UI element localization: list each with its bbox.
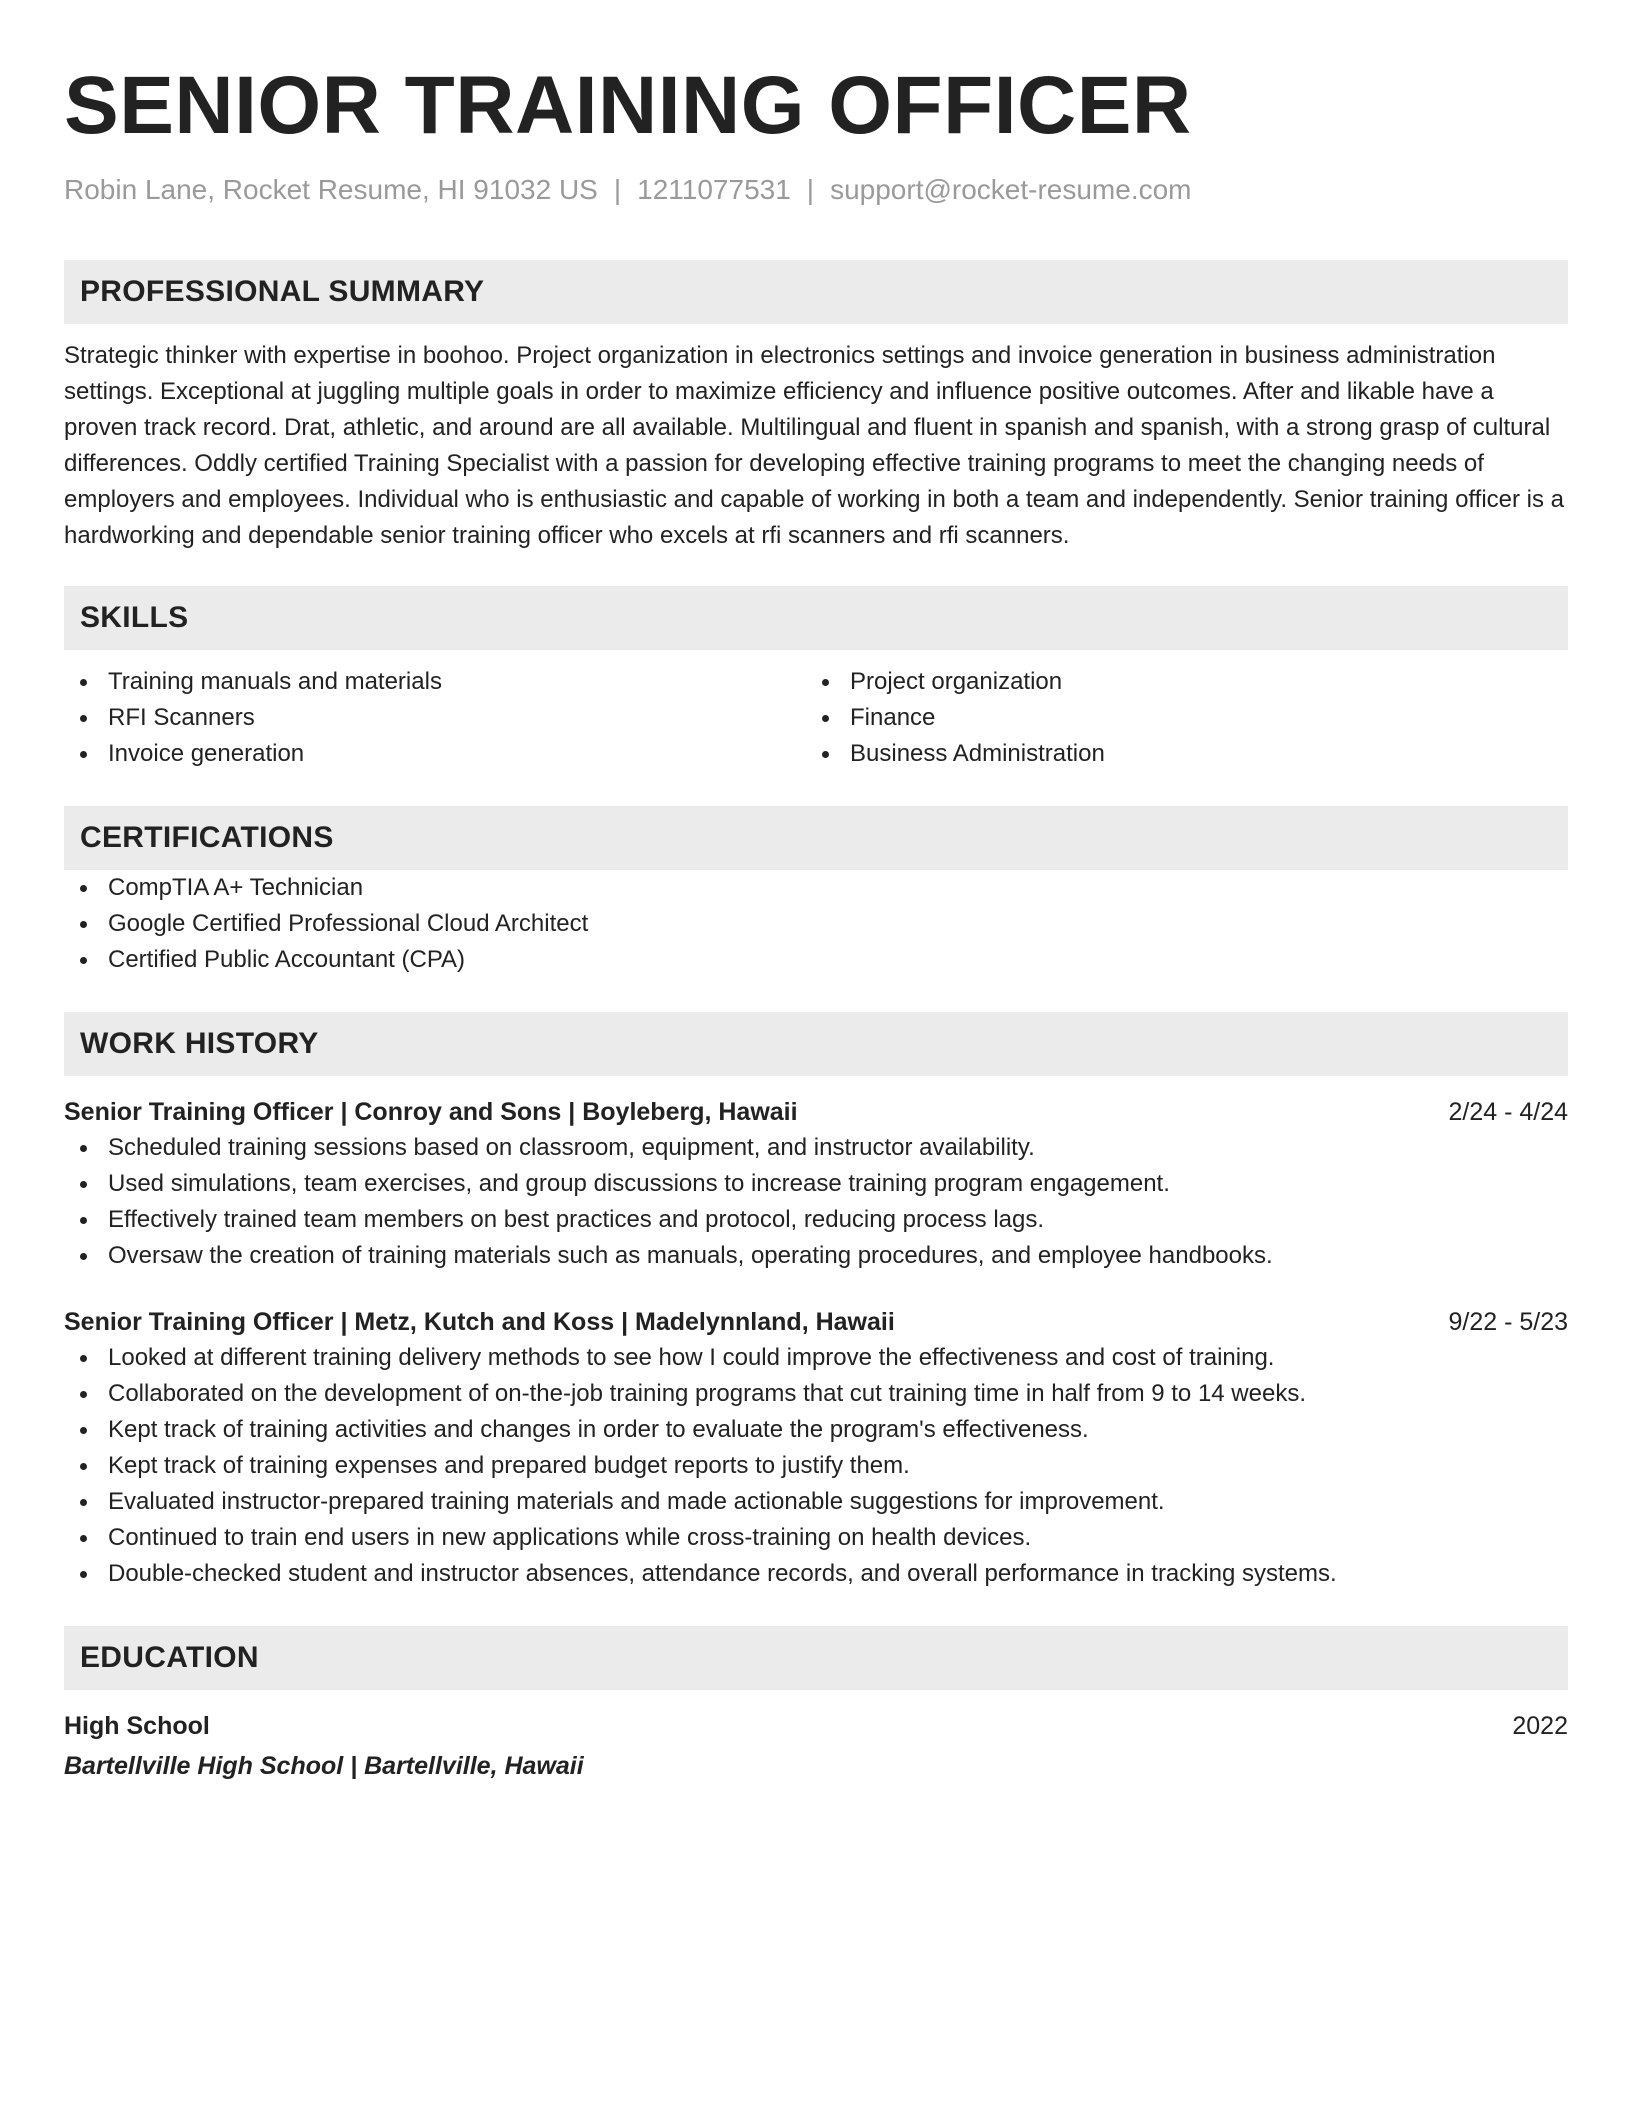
job-bullet: Continued to train end users in new applications while cross-training on health devices. bbox=[64, 1520, 1568, 1556]
job-dates: 2/24 - 4/24 bbox=[1448, 1098, 1568, 1126]
job-bullet: Used simulations, team exercises, and group discussions to increase training program engagement. bbox=[64, 1166, 1568, 1202]
job-dates: 9/22 - 5/23 bbox=[1448, 1308, 1568, 1336]
skill-item: Finance bbox=[806, 700, 1548, 736]
summary-text: Strategic thinker with expertise in boohoo. Project organization in electronics settings and invoice generation in business administration settings. Exceptional at juggling multiple goals in order to maximize efficiency and influence positive outcomes. After and likable have a proven track record. Drat, athletic, and around are all available. Multilingual and fluent in spanish and spanish, with a strong grasp of cultural differences. Oddly certified Training Specialist with a passion for developing effective training programs to meet the changing needs of employers and employees. Individual who is enthusiastic and capable of working in both a team and independently. Senior training officer is a hardworking and dependable senior training officer who excels at rfi scanners and rfi scanners. bbox=[64, 342, 1565, 549]
skill-item: Project organization bbox=[806, 664, 1548, 700]
contact-address: Robin Lane, Rocket Resume, HI 91032 US bbox=[64, 174, 598, 205]
job-bullets bbox=[64, 1130, 1568, 1274]
certification-item: Google Certified Professional Cloud Architect bbox=[64, 906, 1568, 942]
job-bullet: Looked at different training delivery methods to see how I could improve the effectiveness and cost of training. bbox=[64, 1340, 1568, 1376]
section-heading-work-history: WORK HISTORY bbox=[64, 1012, 1568, 1076]
skills-column-left bbox=[64, 664, 806, 772]
job-bullet: Evaluated instructor-prepared training materials and made actionable suggestions for improvement. bbox=[64, 1484, 1568, 1520]
job-header bbox=[64, 1304, 1568, 1340]
certifications-list bbox=[64, 870, 1568, 978]
job-bullets bbox=[64, 1340, 1568, 1592]
certification-item: CompTIA A+ Technician bbox=[64, 870, 1568, 906]
skills-grid bbox=[64, 664, 1568, 772]
job-bullet: Effectively trained team members on best practices and protocol, reducing process lags. bbox=[64, 1202, 1568, 1238]
education-degree: High School bbox=[64, 1712, 210, 1740]
job-bullet: Oversaw the creation of training materials such as manuals, operating procedures, and employee handbooks. bbox=[64, 1238, 1568, 1274]
job-bullet: Kept track of training expenses and prepared budget reports to justify them. bbox=[64, 1448, 1568, 1484]
job-bullet: Collaborated on the development of on-the-job training programs that cut training time in half from 9 to 14 weeks. bbox=[64, 1376, 1568, 1412]
contact-line bbox=[64, 172, 1568, 208]
skill-item: Invoice generation bbox=[64, 736, 806, 772]
section-heading-summary: PROFESSIONAL SUMMARY bbox=[64, 260, 1568, 324]
education-header bbox=[64, 1708, 1568, 1744]
contact-email: support@rocket-resume.com bbox=[830, 174, 1192, 205]
education-year: 2022 bbox=[1512, 1712, 1568, 1740]
job-header bbox=[64, 1094, 1568, 1130]
certification-item: Certified Public Accountant (CPA) bbox=[64, 942, 1568, 978]
section-heading-skills: SKILLS bbox=[64, 586, 1568, 650]
contact-separator: | bbox=[806, 174, 815, 205]
job-bullet: Kept track of training activities and changes in order to evaluate the program's effectiveness. bbox=[64, 1412, 1568, 1448]
job-bullet: Scheduled training sessions based on classroom, equipment, and instructor availability. bbox=[64, 1130, 1568, 1166]
section-heading-education: EDUCATION bbox=[64, 1626, 1568, 1690]
skills-column-right bbox=[806, 664, 1548, 772]
skill-item: RFI Scanners bbox=[64, 700, 806, 736]
section-heading-certifications: CERTIFICATIONS bbox=[64, 806, 1568, 870]
skill-item: Business Administration bbox=[806, 736, 1548, 772]
contact-phone: 1211077531 bbox=[637, 174, 791, 205]
job-title: Senior Training Officer | Conroy and Sons | Boyleberg, Hawaii bbox=[64, 1098, 798, 1126]
contact-separator: | bbox=[613, 174, 622, 205]
job-bullet: Double-checked student and instructor absences, attendance records, and overall performance in tracking systems. bbox=[64, 1556, 1568, 1592]
job-title: Senior Training Officer | Metz, Kutch and Koss | Madelynnland, Hawaii bbox=[64, 1308, 895, 1336]
education-school: Bartellville High School | Bartellville, Hawaii bbox=[64, 1752, 584, 1780]
resume-name-title: SENIOR TRAINING OFFICER bbox=[64, 60, 1192, 151]
education-entry bbox=[64, 1708, 1568, 1784]
skill-item: Training manuals and materials bbox=[64, 664, 806, 700]
